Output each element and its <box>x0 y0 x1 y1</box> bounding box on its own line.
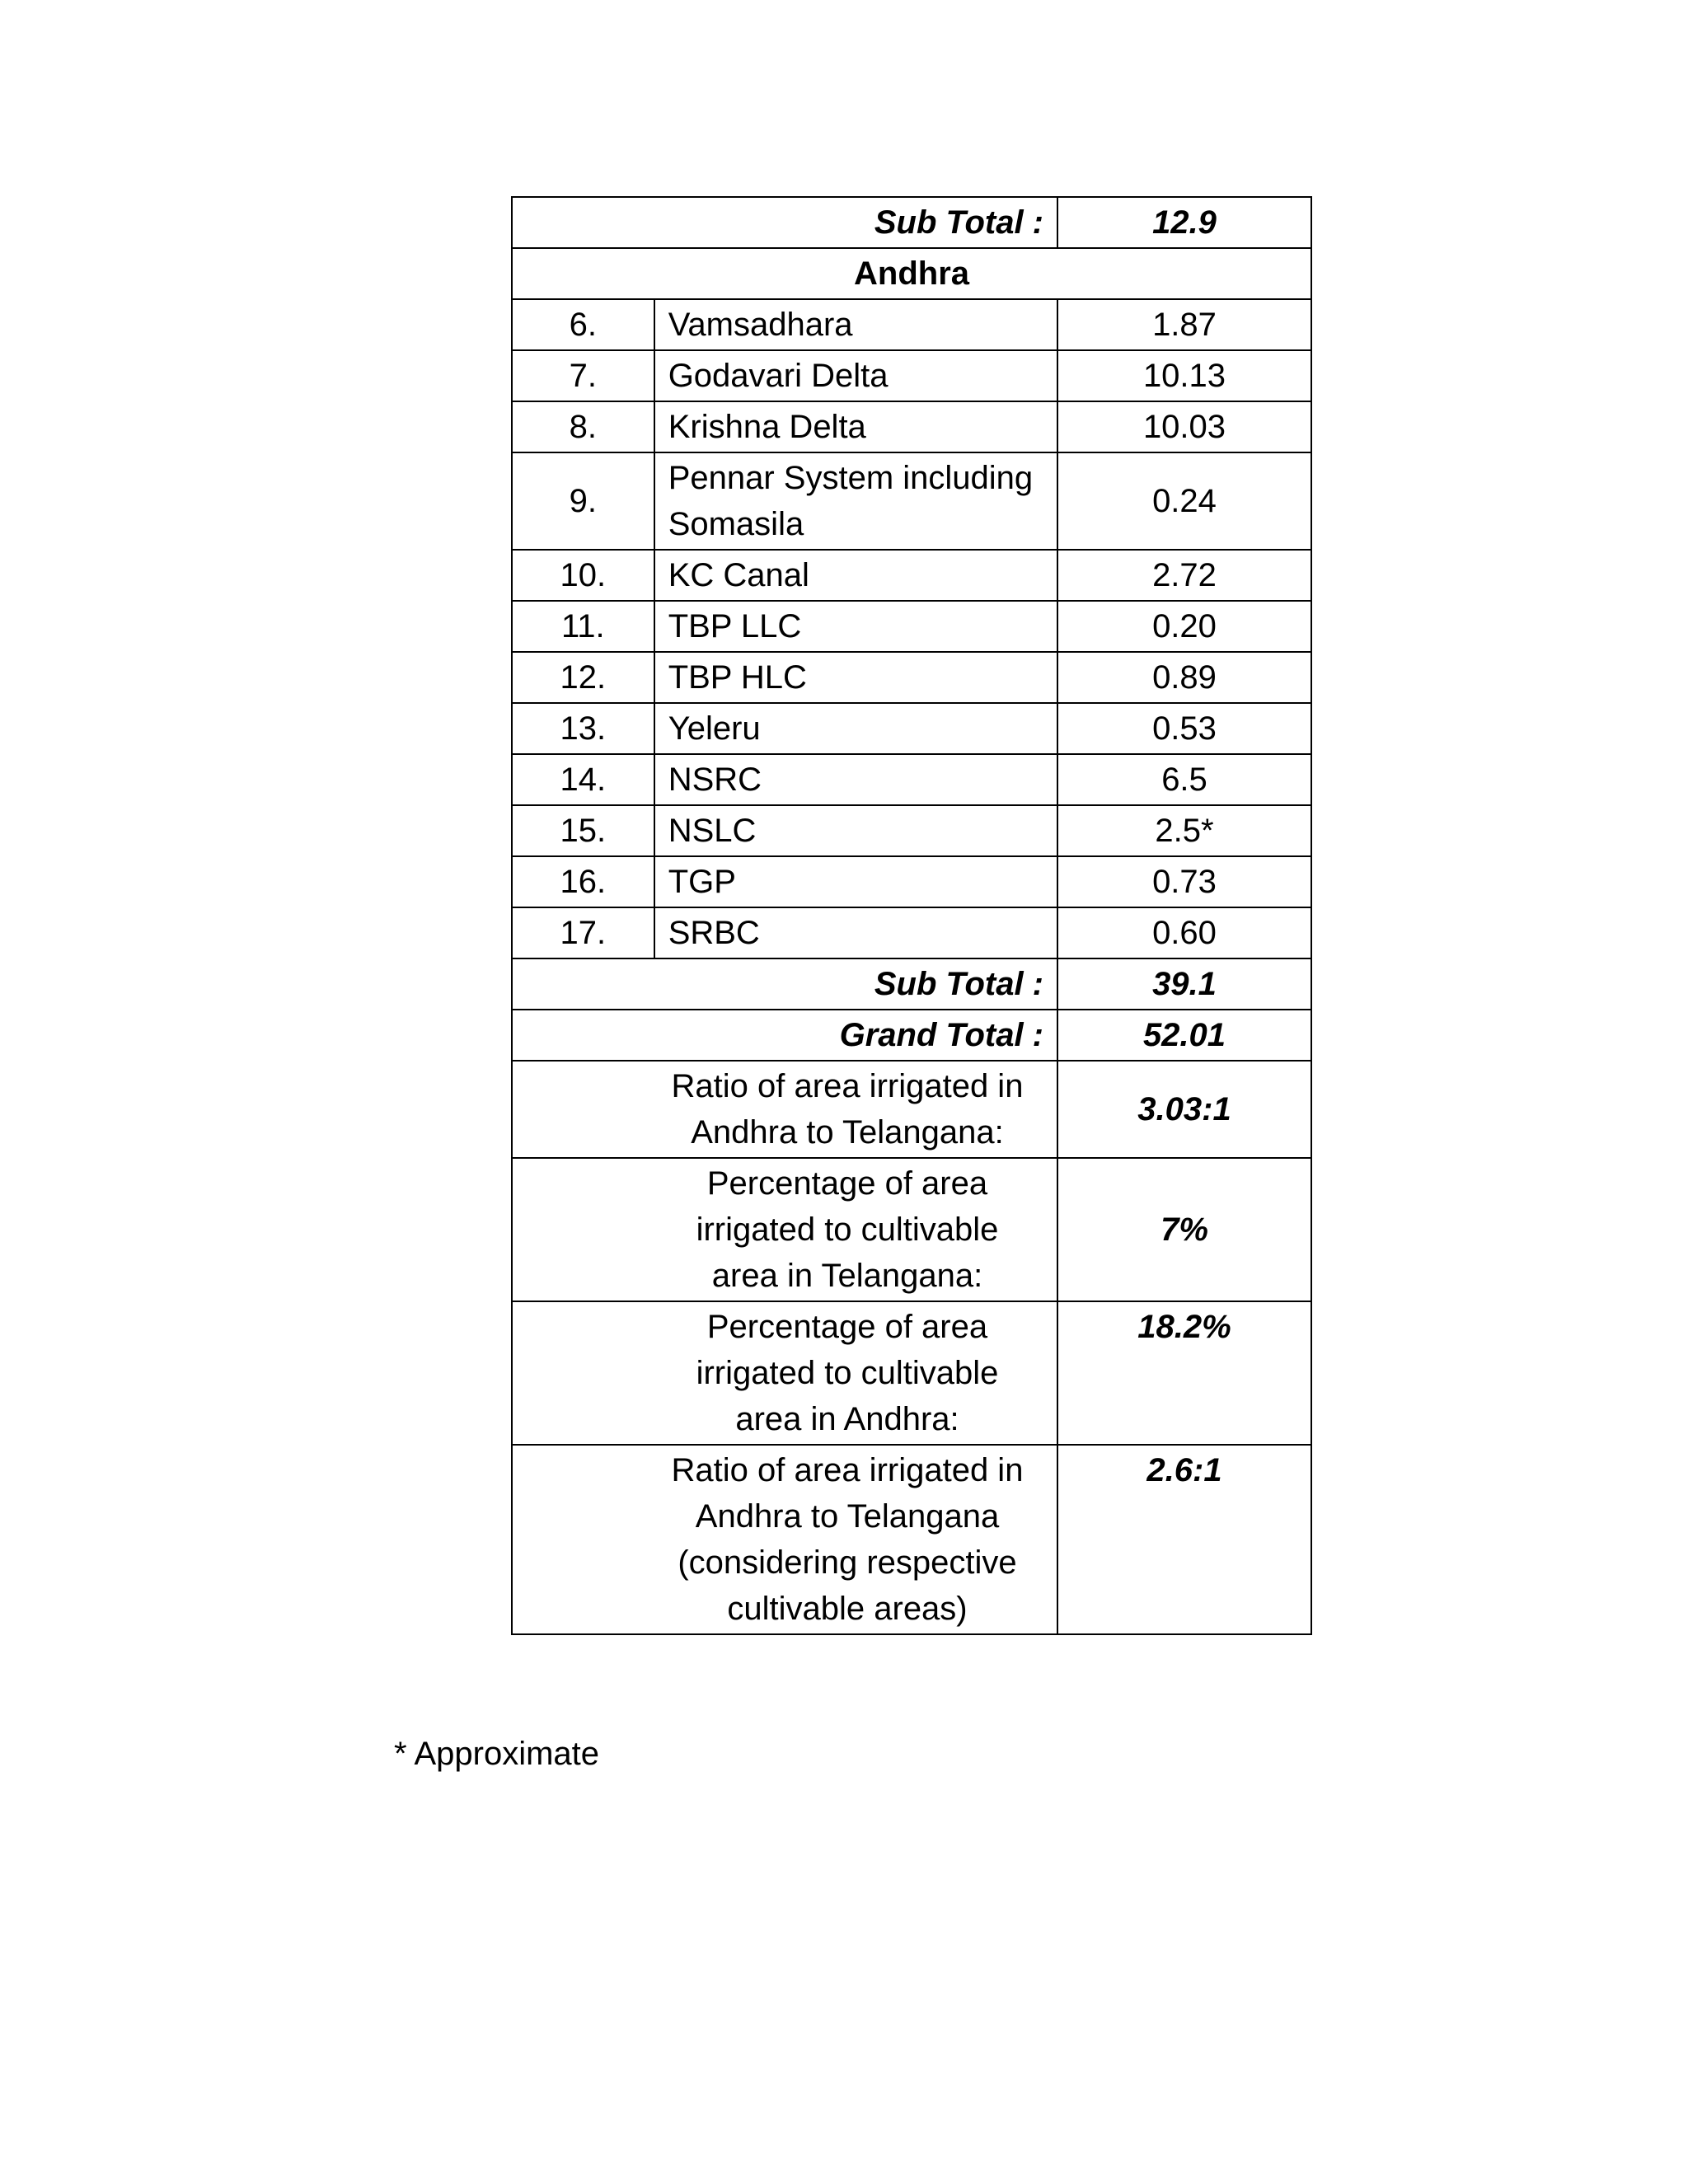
subtotal-label: Sub Total : <box>512 958 1057 1010</box>
grand-total-value: 52.01 <box>1057 1010 1311 1061</box>
project-name: SRBC <box>654 907 1057 958</box>
area-value: 10.03 <box>1057 401 1311 452</box>
row-number: 7. <box>512 350 654 401</box>
table-row <box>512 652 1311 703</box>
table-row <box>512 550 1311 601</box>
table-row <box>512 805 1311 856</box>
ratio-label-cell <box>512 1301 1057 1445</box>
ratio-label: Percentage of area irrigated to cultivable area in Andhra: <box>696 1309 999 1437</box>
table-row <box>512 401 1311 452</box>
project-name: TBP HLC <box>654 652 1057 703</box>
row-number: 11. <box>512 601 654 652</box>
ratio-label-cell <box>512 1061 1057 1158</box>
area-value: 2.5* <box>1057 805 1311 856</box>
ratio-row <box>512 1445 1311 1634</box>
area-value: 0.73 <box>1057 856 1311 907</box>
ratio-label: Percentage of area irrigated to cultivable area in Telangana: <box>696 1165 999 1294</box>
ratio-value: 3.03:1 <box>1057 1061 1311 1158</box>
project-name: TBP LLC <box>654 601 1057 652</box>
area-value: 2.72 <box>1057 550 1311 601</box>
ratio-label-cell <box>512 1158 1057 1301</box>
area-value: 0.53 <box>1057 703 1311 754</box>
area-value: 0.24 <box>1057 452 1311 550</box>
row-number: 10. <box>512 550 654 601</box>
ratio-value: 18.2% <box>1057 1301 1311 1445</box>
ratio-row <box>512 1061 1311 1158</box>
row-number: 14. <box>512 754 654 805</box>
ratio-label: Ratio of area irrigated in Andhra to Telangana (considering respective cultivable areas) <box>671 1452 1024 1627</box>
ratio-value: 2.6:1 <box>1057 1445 1311 1634</box>
table-row <box>512 703 1311 754</box>
irrigation-table <box>511 196 1312 1635</box>
project-name: Yeleru <box>654 703 1057 754</box>
project-name: Pennar System including Somasila <box>654 452 1057 550</box>
section-title: Andhra <box>512 248 1311 299</box>
grand-total-row <box>512 1010 1311 1061</box>
table-row <box>512 601 1311 652</box>
row-number: 12. <box>512 652 654 703</box>
area-value: 0.60 <box>1057 907 1311 958</box>
table-row <box>512 907 1311 958</box>
footnote: * Approximate <box>394 1736 600 1772</box>
row-number: 17. <box>512 907 654 958</box>
table-row <box>512 299 1311 350</box>
project-name: Godavari Delta <box>654 350 1057 401</box>
area-value: 10.13 <box>1057 350 1311 401</box>
table-row <box>512 452 1311 550</box>
row-number: 13. <box>512 703 654 754</box>
ratio-row <box>512 1158 1311 1301</box>
subtotal-value: 12.9 <box>1057 197 1311 248</box>
area-value: 6.5 <box>1057 754 1311 805</box>
area-value: 1.87 <box>1057 299 1311 350</box>
andhra-section-row <box>512 248 1311 299</box>
row-number: 15. <box>512 805 654 856</box>
project-name: KC Canal <box>654 550 1057 601</box>
row-number: 16. <box>512 856 654 907</box>
area-value: 0.89 <box>1057 652 1311 703</box>
project-name: NSLC <box>654 805 1057 856</box>
andhra-subtotal-row <box>512 958 1311 1010</box>
project-name: TGP <box>654 856 1057 907</box>
ratio-label: Ratio of area irrigated in Andhra to Telangana: <box>671 1068 1024 1151</box>
row-number: 6. <box>512 299 654 350</box>
ratio-label-cell <box>512 1445 1057 1634</box>
subtotal-value: 39.1 <box>1057 958 1311 1010</box>
table-row <box>512 350 1311 401</box>
row-number: 9. <box>512 452 654 550</box>
project-name: NSRC <box>654 754 1057 805</box>
ratio-row <box>512 1301 1311 1445</box>
telangana-subtotal-row <box>512 197 1311 248</box>
area-value: 0.20 <box>1057 601 1311 652</box>
table-row <box>512 754 1311 805</box>
project-name: Krishna Delta <box>654 401 1057 452</box>
project-name: Vamsadhara <box>654 299 1057 350</box>
table-row <box>512 856 1311 907</box>
subtotal-label: Sub Total : <box>512 197 1057 248</box>
grand-total-label: Grand Total : <box>512 1010 1057 1061</box>
ratio-value: 7% <box>1057 1158 1311 1301</box>
row-number: 8. <box>512 401 654 452</box>
